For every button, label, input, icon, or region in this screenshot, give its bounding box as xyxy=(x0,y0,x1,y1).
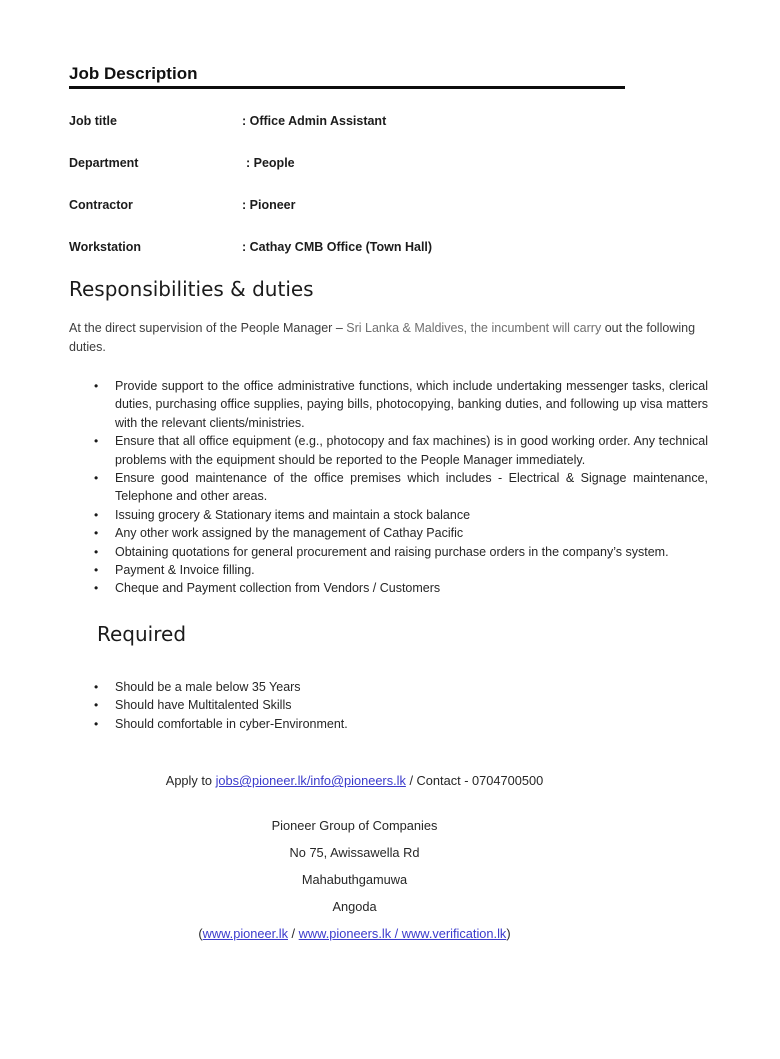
list-item-text: Ensure that all office equipment (e.g., photocopy and fax machines) is in good working order. Any technical problems with the equipment should be reported to the People Manager immediately. xyxy=(115,434,708,467)
responsibilities-heading: Responsibilities & duties xyxy=(69,277,314,301)
page-title: Job Description xyxy=(69,64,198,83)
bullet-icon: • xyxy=(94,679,99,694)
required-heading: Required xyxy=(97,621,187,646)
bullet-icon: • xyxy=(94,581,99,596)
website-links-line xyxy=(69,927,640,941)
bullet-icon: • xyxy=(94,544,99,559)
contact-footer xyxy=(69,773,708,941)
bullet-icon: • xyxy=(94,716,99,731)
department-value: : People xyxy=(246,156,295,170)
apply-email-link[interactable]: jobs@pioneer.lk/info@pioneers.lk xyxy=(215,773,406,789)
required-list xyxy=(69,678,708,733)
bullet-icon: • xyxy=(94,563,99,578)
list-item-text: Ensure good maintenance of the office premises which includes - Electrical & Signage maintenance, Telephone and other areas. xyxy=(115,471,708,504)
job-title-value: : Office Admin Assistant xyxy=(242,114,387,128)
company-name: Pioneer Group of Companies xyxy=(271,818,438,834)
list-item xyxy=(69,696,708,714)
bullet-icon: • xyxy=(94,507,99,522)
job-title-label: Job title xyxy=(69,114,117,128)
apply-line xyxy=(69,773,640,788)
list-item xyxy=(69,524,708,542)
bullet-icon: • xyxy=(94,698,99,713)
list-item xyxy=(69,543,708,561)
list-item-text: Cheque and Payment collection from Vendors / Customers xyxy=(115,581,441,596)
list-item-text: Payment & Invoice filling. xyxy=(115,563,255,578)
intro-segment-gray: Sri Lanka & Maldives, the incumbent will carry xyxy=(346,321,605,335)
detail-row-workstation xyxy=(69,240,708,255)
detail-row-contractor xyxy=(69,198,708,213)
link-separator: / xyxy=(288,926,299,942)
list-item-text: Should be a male below 35 Years xyxy=(115,679,301,694)
list-item-text: Obtaining quotations for general procurement and raising purchase orders in the company’s system. xyxy=(115,544,669,559)
list-item xyxy=(69,579,708,597)
workstation-value: : Cathay CMB Office (Town Hall) xyxy=(242,240,433,254)
address-line-2: Mahabuthgamuwa xyxy=(301,872,408,888)
list-item xyxy=(69,561,708,579)
job-details xyxy=(69,114,708,255)
list-item-text: Issuing grocery & Stationary items and maintain a stock balance xyxy=(115,507,471,522)
responsibilities-list xyxy=(69,377,708,598)
list-item xyxy=(69,506,708,524)
detail-row-department xyxy=(69,156,708,171)
responsibilities-intro xyxy=(69,319,711,356)
workstation-label: Workstation xyxy=(69,240,141,254)
bullet-icon: • xyxy=(94,434,99,449)
list-item xyxy=(69,715,708,733)
list-item-text: Should have Multitalented Skills xyxy=(115,698,292,713)
list-item-text: Should comfortable in cyber-Environment. xyxy=(115,716,348,731)
list-item xyxy=(69,432,708,469)
open-paren: ( xyxy=(198,926,203,942)
list-item xyxy=(69,678,708,696)
intro-segment-dark: At the direct supervision of the People Manager – xyxy=(69,321,347,335)
list-item-text: Provide support to the office administrative functions, which include undertaking messenger tasks, clerical duties, purchasing office supplies, paying bills, photocopying, banking duties, and following up visa matters with the relevant clients/ministries. xyxy=(115,379,708,430)
title-underline-rule xyxy=(69,64,625,89)
address-line-1: No 75, Awissawella Rd xyxy=(289,845,420,861)
address-line-3: Angoda xyxy=(332,899,377,915)
close-paren: ) xyxy=(506,926,511,942)
apply-prefix: Apply to xyxy=(165,773,216,789)
apply-suffix: / Contact - 0704700500 xyxy=(405,773,544,789)
department-label: Department xyxy=(69,156,139,170)
website-link-pioneers-verification[interactable]: www.pioneers.lk / www.verification.lk xyxy=(298,926,507,942)
detail-row-job-title xyxy=(69,114,708,129)
bullet-icon: • xyxy=(94,379,99,393)
list-item-text: Any other work assigned by the management of Cathay Pacific xyxy=(115,526,464,541)
list-item xyxy=(69,469,708,506)
contractor-value: : Pioneer xyxy=(242,198,296,212)
list-item xyxy=(69,377,708,432)
website-link-pioneer[interactable]: www.pioneer.lk xyxy=(202,926,288,942)
bullet-icon: • xyxy=(94,471,99,486)
contractor-label: Contractor xyxy=(69,198,133,212)
bullet-icon: • xyxy=(94,526,99,541)
intro-segment-dark-2: out the following duties. xyxy=(69,321,696,354)
